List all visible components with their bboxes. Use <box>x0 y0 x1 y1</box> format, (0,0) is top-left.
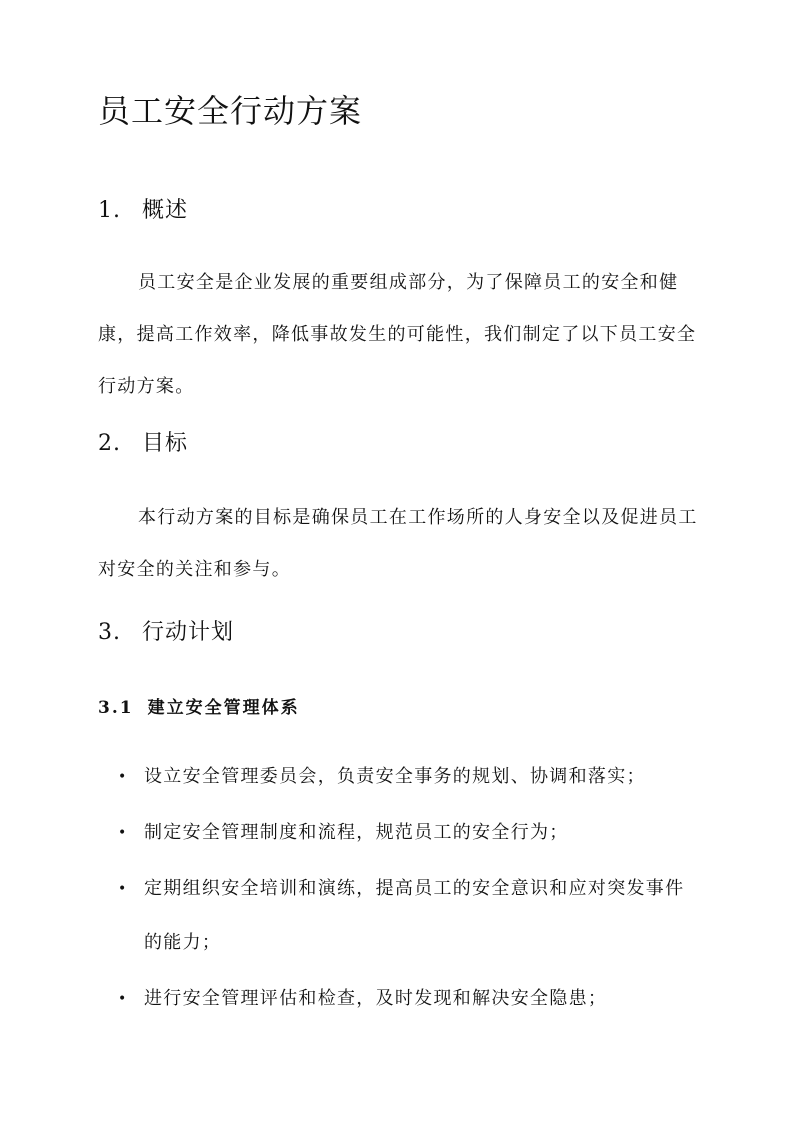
section-number: 3. <box>98 620 121 645</box>
section-number: 2. <box>98 431 121 456</box>
section-heading-goal <box>98 431 188 457</box>
list-item <box>98 806 702 860</box>
list-item-text: 制定安全管理制度和流程，规范员工的安全行为； <box>144 822 569 843</box>
section-number: 1. <box>98 198 121 223</box>
document-title: 员工安全行动方案 <box>98 92 363 130</box>
bullet-list <box>98 750 702 1028</box>
list-item-text: 进行安全管理评估和检查，及时发现和解决安全隐患； <box>144 988 608 1009</box>
section-heading-overview <box>98 198 188 224</box>
list-item <box>98 750 702 804</box>
section-heading-action-plan <box>98 620 234 646</box>
subsection-title: 建立安全管理体系 <box>147 698 300 718</box>
section-title: 行动计划 <box>142 620 235 645</box>
bullet-dot-icon: • <box>118 991 128 1007</box>
bullet-dot-icon: • <box>118 825 128 841</box>
list-item-text: 设立安全管理委员会，负责安全事务的规划、协调和落实； <box>144 766 646 787</box>
section-title: 概述 <box>142 198 189 223</box>
bullet-dot-icon: • <box>118 881 128 897</box>
list-item <box>98 972 702 1026</box>
subsection-heading <box>98 693 300 718</box>
subsection-number: 3.1 <box>98 698 134 718</box>
section-title: 目标 <box>142 431 189 456</box>
section-paragraph-overview: 员工安全是企业发展的重要组成部分，为了保障员工的安全和健康，提高工作效率，降低事故发生的可能性，我们制定了以下员工安全行动方案。 <box>98 272 697 397</box>
bullet-dot-icon: • <box>118 769 128 785</box>
list-item-text: 定期组织安全培训和演练，提高员工的安全意识和应对突发事件的能力； <box>144 878 685 953</box>
section-paragraph-goal: 本行动方案的目标是确保员工在工作场所的人身安全以及促进员工对安全的关注和参与。 <box>98 507 698 580</box>
list-item <box>98 862 702 970</box>
